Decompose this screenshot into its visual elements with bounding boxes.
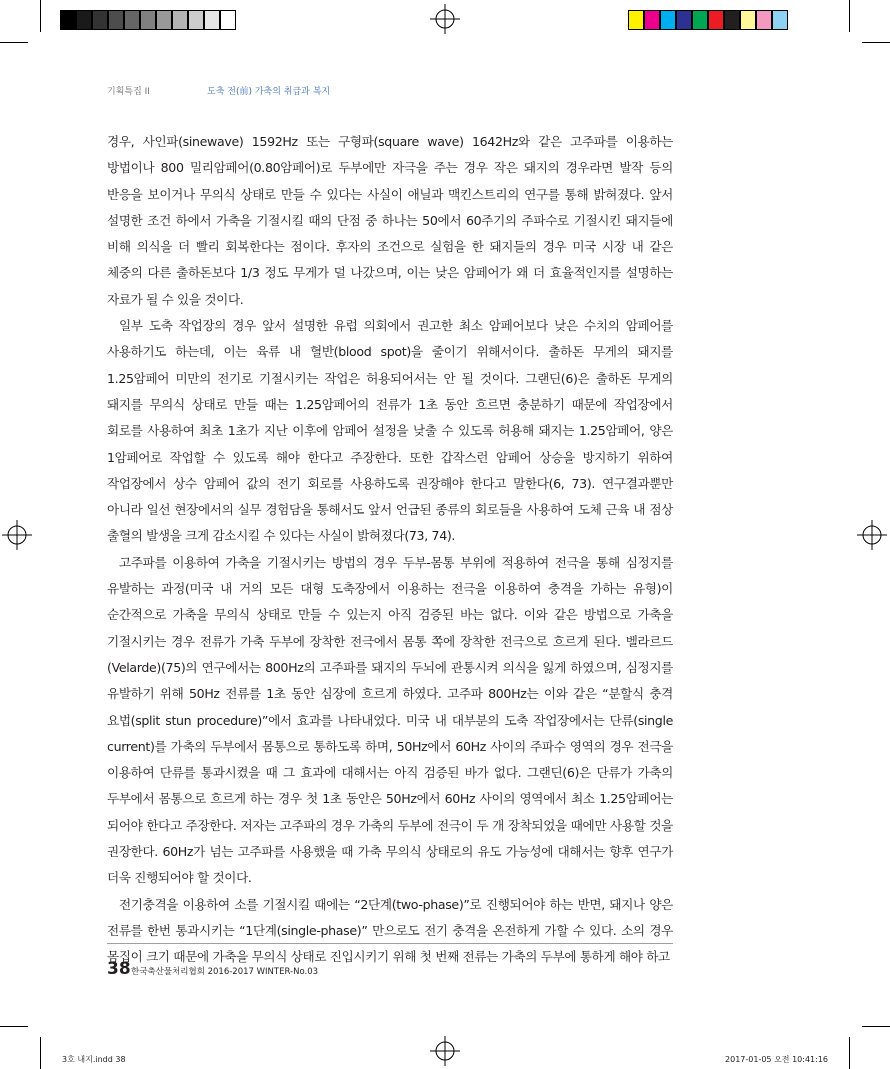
page-number: 38 [107,959,131,979]
color-swatch [220,10,236,30]
color-swatch [676,10,692,30]
color-swatch [692,10,708,30]
crop-mark [862,1026,890,1027]
color-swatch [140,10,156,30]
color-swatch [76,10,92,30]
body-paragraph: 고주파를 이용하여 가축을 기절시키는 방법의 경우 두부-몸통 부위에 적용하여 전극을 통해 심정지를 유발하는 과정(미국 내 거의 모든 대형 도축장에서 이용하는 전극을 이용하여 충격을 가하는 유형)이 순간적으로 가축을 무의식 상태로 만들 수 있는지 아직 검증된 바는 없다. 이와 같은 방법으로 가축을 기절시키는 경우 전류가 가축 두부에 장착한 전극에서 몸통 쪽에 장착한 전극으로 흐르게 된다. 벨라르드(Velarde)(75)의 연구에서는 800Hz의 고주파를 돼지의 두뇌에 관통시켜 의식을 잃게 하였으며, 심정지를 유발하기 위해 50Hz 전류를 1초 동안 심장에 흐르게 하였다. 고주파 800Hz는 이와 같은 “분할식 충격 요법(split stun procedure)”에서 효과를 나타내었다. 미국 내 대부분의 도축 작업장에서는 단류(single current)를 가축의 두부에서 몸통으로 통하도록 하며, 50Hz에서 60Hz 사이의 주파수 영역의 경우 전극을 이용하여 단류를 통과시켰을 때 그 효과에 대해서는 아직 검증된 바가 없다. 그랜딘(6)은 단류가 가축의 두부에서 몸통으로 흐르게 하는 경우 첫 1초 동안은 50Hz에서 60Hz 사이의 영역에서 최소 1.25암페어는 되어야 한다고 주장한다. 저자는 고주파의 경우 가축의 두부에 전극이 두 개 장착되었을 때에만 사용할 것을 권장한다. 60Hz가 넘는 고주파를 사용했을 때 가축 무의식 상태로의 유도 가능성에 대해서는 향후 연구가 더욱 진행되어야 할 것이다. [107,554,673,886]
color-swatch [92,10,108,30]
color-swatch [108,10,124,30]
color-swatch [644,10,660,30]
color-swatch [740,10,756,30]
article-body [107,129,673,971]
body-paragraph: 경우, 사인파(sinewave) 1592Hz 또는 구형파(square wave) 1642Hz와 같은 고주파를 이용하는 방법이나 800 밀리암페어(0.80암페어)로 두부에만 자극을 주는 경우 작은 돼지의 경우라면 발작 등의 반응을 보이거나 무의식 상태로 만들 수 있다는 사실이 애닐과 맥킨스트리의 연구를 통해 밝혀졌다. 앞서 설명한 조건 하에서 가축을 기절시킬 때의 단점 중 하나는 50에서 60주기의 주파수로 기절시킨 돼지들에 비해 의식을 더 빨리 회복한다는 점이다. 후자의 조건으로 실험을 한 돼지들의 경우 미국 시장 내 같은 체중의 다른 출하돈보다 1/3 정도 무게가 덜 나갔으며, 이는 낮은 암페어가 왜 더 효율적인지를 설명하는 자료가 될 수 있을 것이다. [107,134,673,307]
journal-name: 한국축산물처리협회 2016-2017 WINTER-No.03 [131,967,319,977]
registration-mark-icon [430,4,460,34]
slug-file-info: 3호 내지.indd 38 [62,1055,126,1064]
color-swatch [708,10,724,30]
crop-mark [40,1037,41,1069]
color-bar [628,10,788,30]
registration-mark-icon [2,520,32,550]
slug-timestamp: 2017-01-05 오전 10:41:16 [725,1055,828,1064]
registration-mark-icon [857,520,887,550]
color-swatch [628,10,644,30]
crop-mark [40,0,41,32]
color-swatch [124,10,140,30]
color-swatch [156,10,172,30]
crop-mark [849,1037,850,1069]
color-swatch [756,10,772,30]
color-swatch [60,10,76,30]
color-swatch [772,10,788,30]
registration-mark-icon [430,1036,460,1066]
grayscale-bar [60,10,236,30]
color-swatch [660,10,676,30]
footer-divider [107,943,673,944]
color-swatch [188,10,204,30]
color-swatch [724,10,740,30]
body-paragraph: 일부 도축 작업장의 경우 앞서 설명한 유럽 의회에서 권고한 최소 암페어보다 낮은 수치의 암페어를 사용하기도 하는데, 이는 육류 내 혈반(blood spot)을 줄이기 위해서이다. 출하돈 무게의 돼지를 1.25암페어 미만의 전기로 기절시키는 작업은 허용되어서는 안 될 것이다. 그랜딘(6)은 출하돈 무게의 돼지를 무의식 상태로 만들 때는 1.25암페어의 전류가 1초 동안 흐르면 충분하기 때문에 작업장에서 회로를 사용하여 최초 1초가 지난 이후에 암페어 설정을 낮출 수 있도록 허용해 돼지는 1.25암페어, 양은 1암페어로 작업할 수 있도록 해야 한다고 주장한다. 또한 갑작스런 암페어 상승을 방지하기 위하여 작업장에서 상수 암페어 값의 전기 회로를 사용하도록 권장해야 한다고 말한다(6, 73). 연구결과뿐만 아니라 일선 현장에서의 실무 경험담을 통해서도 앞서 언급된 종류의 회로들을 사용하여 도체 근육 내 점상 출혈의 발생을 크게 감소시킬 수 있다는 사실이 밝혀졌다(73, 74). [107,318,673,544]
crop-mark [0,1026,28,1027]
header-section-label: 기획특집 II [107,87,150,97]
crop-mark [0,42,28,43]
color-swatch [172,10,188,30]
color-swatch [204,10,220,30]
crop-mark [862,42,890,43]
header-topic-label: 도축 전(前) 가축의 취급과 복지 [207,87,331,97]
body-paragraph: 전기충격을 이용하여 소를 기절시킬 때에는 “2단계(two-phase)”로 진행되어야 하는 반면, 돼지나 양은 전류를 한번 통과시키는 “1단계(single-phase)” 만으로도 전기 충격을 온전하게 가할 수 있다. 소의 경우 몸집이 크기 때문에 가축을 무의식 상태로 진입시키기 위해 첫 번째 전류는 가축의 두부에 통하게 해야 하고 [107,896,673,965]
crop-mark [849,0,850,32]
